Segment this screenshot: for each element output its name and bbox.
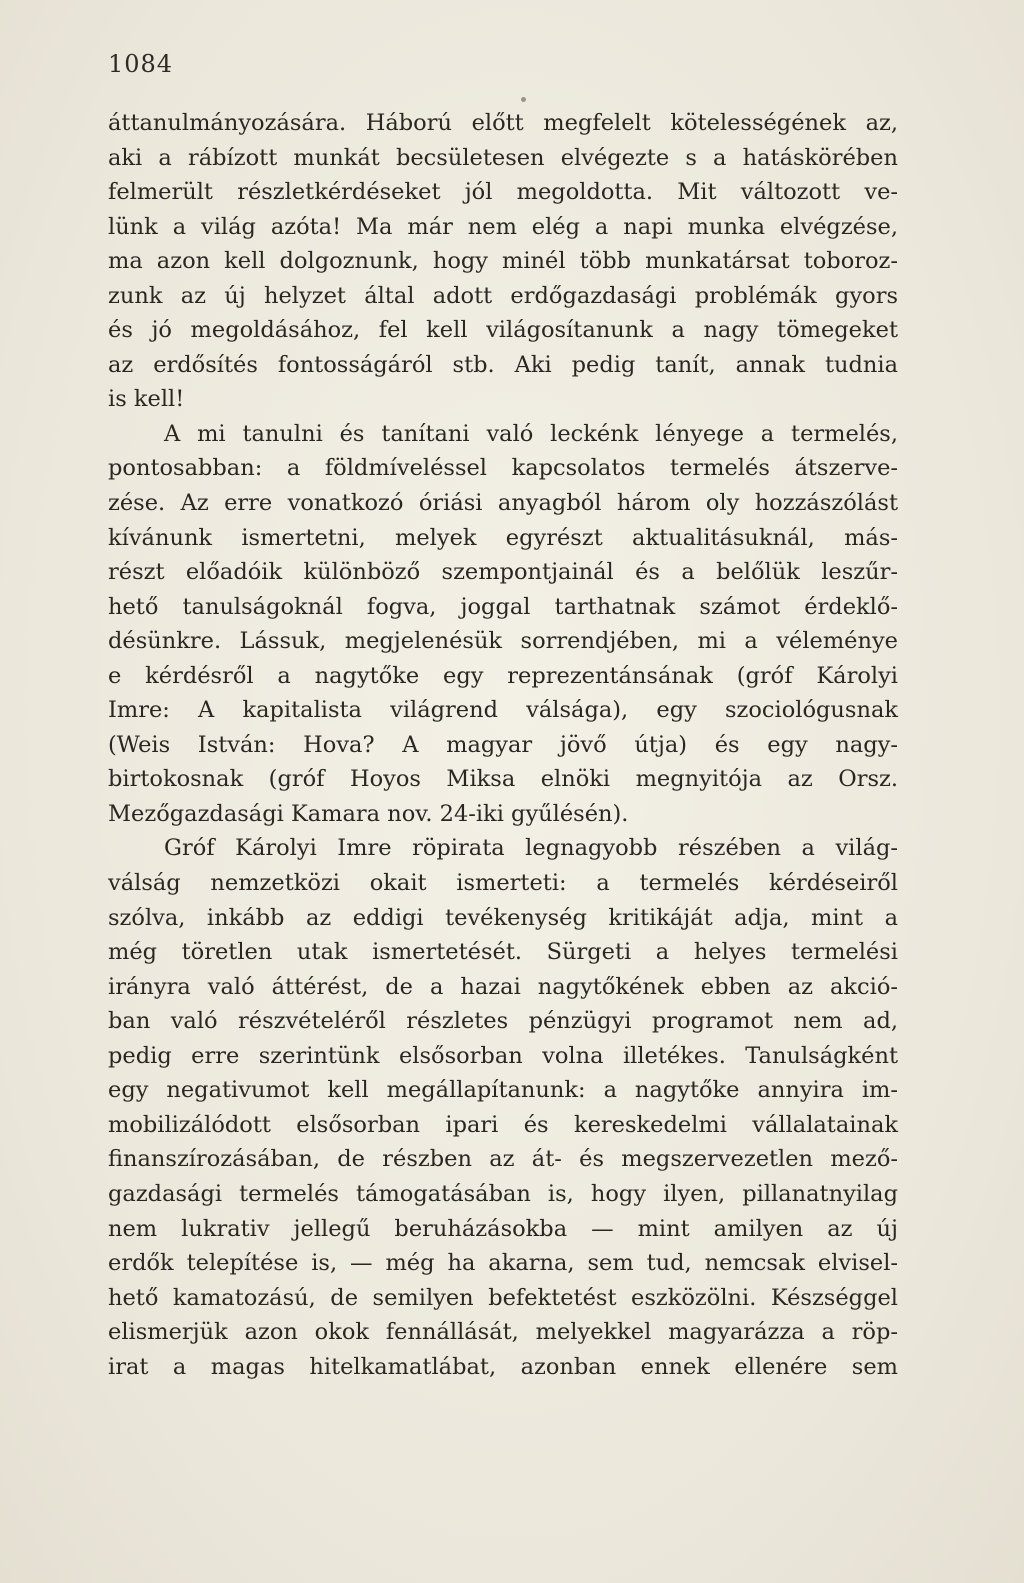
text-line: A mi tanulni és tanítani való leckénk lényege a termelés,: [164, 420, 898, 447]
page-number: 1084: [108, 50, 174, 78]
text-line: kívánunk ismertetni, melyek egyrészt aktualitásuknál, más-: [108, 524, 898, 551]
text-line: áttanulmányozására. Háború előtt megfelelt kötelességének az,: [108, 110, 898, 136]
text-line: és jó megoldásához, fel kell világosítanunk a nagy tömegeket: [108, 317, 898, 344]
text-line: gazdasági termelés támogatásában is, hogy ilyen, pillanatnyilag: [108, 1180, 898, 1207]
text-line: még töretlen utak ismertetését. Sürgeti a helyes termelési: [108, 939, 898, 966]
text-line: nem lukrativ jellegű beruházásokba — mint amilyen az új: [108, 1215, 898, 1242]
text-line: aki a rábízott munkát becsületesen elvégezte s a hatáskörében: [108, 144, 898, 171]
text-line: pontosabban: a földmíveléssel kapcsolatos termelés átszerve-: [108, 455, 898, 482]
text-line: felmerült részletkérdéseket jól megoldotta. Mit változott ve-: [108, 179, 898, 206]
text-line: Mezőgazdasági Kamara nov. 24-iki gyűlésén).: [108, 800, 629, 827]
text-line: mobilizálódott elsősorban ipari és kereskedelmi vállalatainak: [108, 1111, 898, 1138]
text-line: irat a magas hitelkamatlábat, azonban ennek ellenére sem: [108, 1353, 898, 1380]
text-line: irányra való áttérést, de a hazai nagytőkének ebben az akció-: [108, 973, 898, 1000]
text-line: e kérdésről a nagytőke egy reprezentánsának (gróf Károlyi: [108, 662, 898, 689]
text-line: hető kamatozású, de semilyen befektetést eszközölni. Készséggel: [108, 1284, 898, 1311]
text-line: egy negativumot kell megállapítanunk: a nagytőke annyira im-: [108, 1077, 898, 1104]
text-line: Gróf Károlyi Imre röpirata legnagyobb részében a világ-: [164, 835, 898, 862]
text-line: birtokosnak (gróf Hoyos Miksa elnöki megnyitója az Orsz.: [108, 766, 898, 793]
text-line: zése. Az erre vonatkozó óriási anyagból három oly hozzászólást: [108, 490, 898, 517]
text-line: válság nemzetközi okait ismerteti: a termelés kérdéseiről: [108, 870, 898, 897]
text-line: elismerjük azon okok fennállását, melyekkel magyarázza a röp-: [108, 1319, 898, 1346]
text-line: Imre: A kapitalista világrend válsága), egy szociológusnak: [108, 697, 898, 724]
body-text: [108, 106, 898, 1384]
text-line: ban való részvételéről részletes pénzügyi programot nem ad,: [108, 1008, 898, 1035]
text-line: lünk a világ azóta! Ma már nem elég a napi munka elvégzése,: [108, 213, 898, 240]
text-line: (Weis István: Hova? A magyar jövő útja) és egy nagy-: [108, 731, 898, 758]
text-line: zunk az új helyzet által adott erdőgazdasági problémák gyors: [108, 282, 898, 309]
text-line: szólva, inkább az eddigi tevékenység kritikáját adja, mint a: [108, 904, 898, 931]
text-line: désünkre. Lássuk, megjelenésük sorrendjében, mi a véleménye: [108, 628, 898, 655]
text-line: finanszírozásában, de részben az át- és megszervezetlen mező-: [108, 1146, 898, 1173]
text-line: részt előadóik különböző szempontjainál és a belőlük leszűr-: [108, 559, 898, 586]
text-line: is kell!: [108, 386, 185, 413]
ink-speck: [521, 97, 526, 102]
text-line: pedig erre szerintünk elsősorban volna illetékes. Tanulságként: [108, 1042, 898, 1069]
text-line: hető tanulságoknál fogva, joggal tarthatnak számot érdeklő-: [108, 593, 898, 620]
text-line: ma azon kell dolgoznunk, hogy minél több munkatársat toboroz-: [108, 248, 898, 275]
text-line: erdők telepítése is, — még ha akarna, sem tud, nemcsak elvisel-: [108, 1250, 898, 1277]
text-line: az erdősítés fontosságáról stb. Aki pedig tanít, annak tudnia: [108, 351, 898, 378]
